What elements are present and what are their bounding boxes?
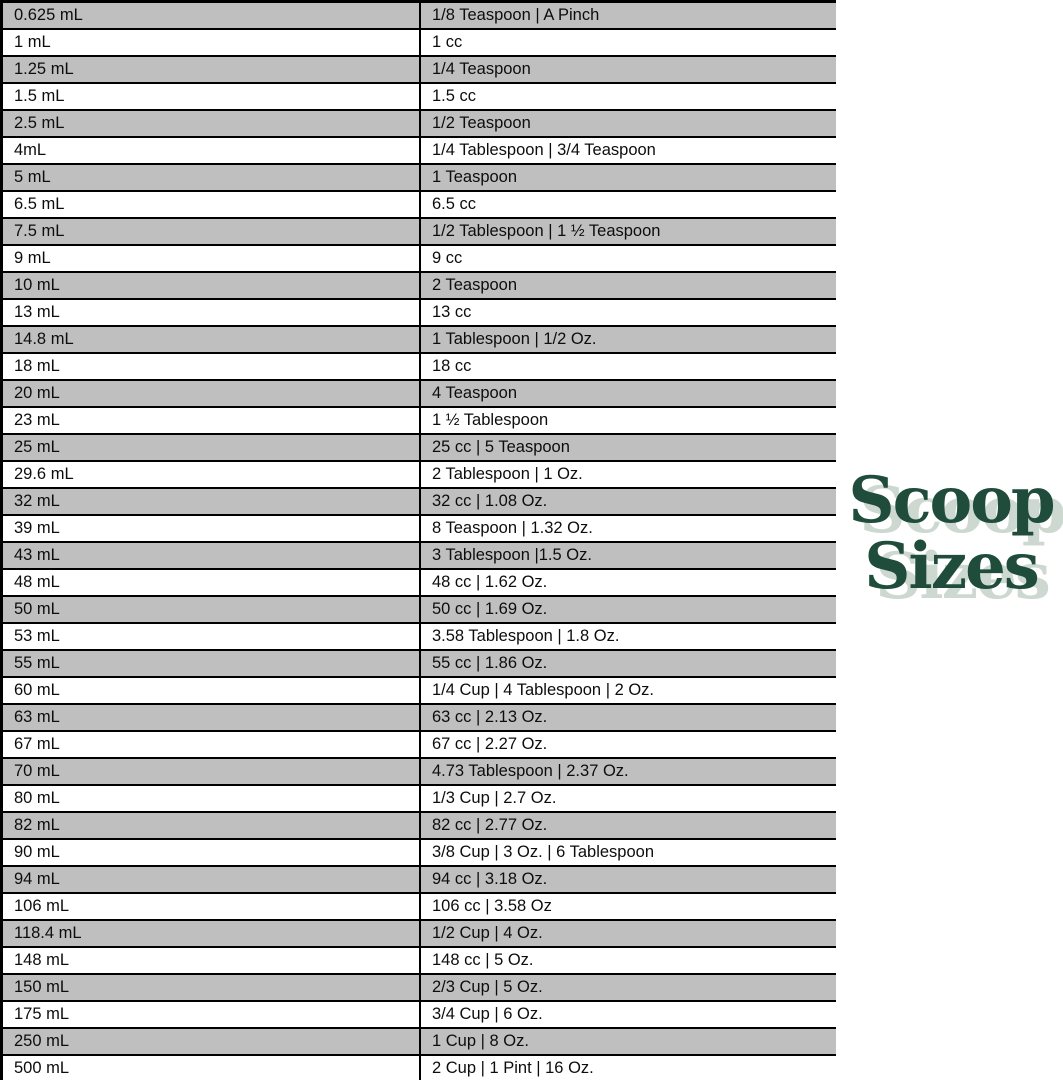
table-row xyxy=(3,786,836,813)
cell-us-equivalent: 1/3 Cup | 2.7 Oz. xyxy=(432,789,557,807)
cell-metric-ml: 39 mL xyxy=(3,516,421,541)
cell-us-equivalent: 32 cc | 1.08 Oz. xyxy=(432,492,548,510)
table-row xyxy=(3,165,836,192)
cell-metric-ml: 70 mL xyxy=(3,759,421,784)
table-row xyxy=(3,381,836,408)
table-row xyxy=(3,678,836,705)
cell-metric-ml: 106 mL xyxy=(3,894,421,919)
table-row xyxy=(3,651,836,678)
cell-metric-ml: 0.625 mL xyxy=(3,3,421,28)
cell-metric-ml: 13 mL xyxy=(3,300,421,325)
table-row xyxy=(3,543,836,570)
table-row xyxy=(3,3,836,30)
cell-metric-ml: 20 mL xyxy=(3,381,421,406)
cell-us-equivalent: 3.58 Tablespoon | 1.8 Oz. xyxy=(432,627,620,645)
cell-us-equivalent: 1 cc xyxy=(432,33,463,51)
table-row xyxy=(3,354,836,381)
cell-metric-ml: 82 mL xyxy=(3,813,421,838)
cell-metric-ml: 60 mL xyxy=(3,678,421,703)
table-row xyxy=(3,138,836,165)
cell-metric-ml: 118.4 mL xyxy=(3,921,421,946)
cell-metric-ml: 25 mL xyxy=(3,435,421,460)
cell-us-equivalent: 2/3 Cup | 5 Oz. xyxy=(432,978,543,996)
cell-us-equivalent: 8 Teaspoon | 1.32 Oz. xyxy=(432,519,593,537)
table-row xyxy=(3,327,836,354)
table-row xyxy=(3,435,836,462)
cell-us-equivalent: 148 cc | 5 Oz. xyxy=(432,951,534,969)
scoop-sizes-logo xyxy=(838,463,1063,604)
cell-us-equivalent: 50 cc | 1.69 Oz. xyxy=(432,600,548,618)
cell-us-equivalent: 55 cc | 1.86 Oz. xyxy=(432,654,548,672)
cell-us-equivalent: 1/2 Tablespoon | 1 ½ Teaspoon xyxy=(432,222,661,240)
cell-us-equivalent: 1/2 Cup | 4 Oz. xyxy=(432,924,543,942)
cell-us-equivalent: 3/4 Cup | 6 Oz. xyxy=(432,1005,543,1023)
cell-us-equivalent: 67 cc | 2.27 Oz. xyxy=(432,735,548,753)
cell-us-equivalent: 13 cc xyxy=(432,303,472,321)
cell-metric-ml: 14.8 mL xyxy=(3,327,421,352)
cell-metric-ml: 80 mL xyxy=(3,786,421,811)
cell-us-equivalent: 25 cc | 5 Teaspoon xyxy=(432,438,570,456)
cell-metric-ml: 63 mL xyxy=(3,705,421,730)
cell-metric-ml: 148 mL xyxy=(3,948,421,973)
cell-metric-ml: 2.5 mL xyxy=(3,111,421,136)
cell-metric-ml: 4mL xyxy=(3,138,421,163)
cell-us-equivalent: 94 cc | 3.18 Oz. xyxy=(432,870,548,888)
cell-us-equivalent: 3/8 Cup | 3 Oz. | 6 Tablespoon xyxy=(432,843,654,861)
table-row xyxy=(3,516,836,543)
table-row xyxy=(3,921,836,948)
table-row xyxy=(3,489,836,516)
cell-us-equivalent: 82 cc | 2.77 Oz. xyxy=(432,816,548,834)
table-row xyxy=(3,111,836,138)
cell-metric-ml: 18 mL xyxy=(3,354,421,379)
cell-us-equivalent: 2 Teaspoon xyxy=(432,276,518,294)
table-row xyxy=(3,246,836,273)
cell-metric-ml: 250 mL xyxy=(3,1029,421,1054)
cell-us-equivalent: 1/4 Cup | 4 Tablespoon | 2 Oz. xyxy=(432,681,654,699)
cell-us-equivalent: 18 cc xyxy=(432,357,472,375)
cell-us-equivalent: 63 cc | 2.13 Oz. xyxy=(432,708,548,726)
table-row xyxy=(3,84,836,111)
cell-metric-ml: 175 mL xyxy=(3,1002,421,1027)
cell-us-equivalent: 1/4 Tablespoon | 3/4 Teaspoon xyxy=(432,141,656,159)
table-row xyxy=(3,570,836,597)
table-row xyxy=(3,192,836,219)
cell-us-equivalent: 4 Teaspoon xyxy=(432,384,518,402)
cell-metric-ml: 1.25 mL xyxy=(3,57,421,82)
table-row xyxy=(3,30,836,57)
table-row xyxy=(3,975,836,1002)
cell-us-equivalent: 1 Tablespoon | 1/2 Oz. xyxy=(432,330,597,348)
table-row xyxy=(3,219,836,246)
cell-us-equivalent: 48 cc | 1.62 Oz. xyxy=(432,573,548,591)
cell-us-equivalent: 1/8 Teaspoon | A Pinch xyxy=(432,6,600,24)
cell-us-equivalent: 1 Cup | 8 Oz. xyxy=(432,1032,529,1050)
cell-metric-ml: 500 mL xyxy=(3,1056,421,1080)
table-row xyxy=(3,408,836,435)
cell-metric-ml: 7.5 mL xyxy=(3,219,421,244)
cell-us-equivalent: 1/2 Teaspoon xyxy=(432,114,531,132)
cell-metric-ml: 1.5 mL xyxy=(3,84,421,109)
cell-us-equivalent: 2 Cup | 1 Pint | 16 Oz. xyxy=(432,1059,594,1077)
table-row xyxy=(3,300,836,327)
table-row xyxy=(3,597,836,624)
cell-metric-ml: 29.6 mL xyxy=(3,462,421,487)
table-row xyxy=(3,273,836,300)
cell-us-equivalent: 3 Tablespoon |1.5 Oz. xyxy=(432,546,592,564)
logo-line-1: Scoop xyxy=(848,463,1054,538)
cell-metric-ml: 5 mL xyxy=(3,165,421,190)
cell-metric-ml: 6.5 mL xyxy=(3,192,421,217)
cell-metric-ml: 9 mL xyxy=(3,246,421,271)
cell-metric-ml: 53 mL xyxy=(3,624,421,649)
cell-metric-ml: 94 mL xyxy=(3,867,421,892)
table-row xyxy=(3,759,836,786)
table-row xyxy=(3,948,836,975)
cell-metric-ml: 23 mL xyxy=(3,408,421,433)
cell-us-equivalent: 6.5 cc xyxy=(432,195,477,213)
cell-metric-ml: 150 mL xyxy=(3,975,421,1000)
table-row xyxy=(3,624,836,651)
cell-us-equivalent: 1 Teaspoon xyxy=(432,168,518,186)
cell-us-equivalent: 1/4 Teaspoon xyxy=(432,60,531,78)
cell-metric-ml: 1 mL xyxy=(3,30,421,55)
cell-metric-ml: 48 mL xyxy=(3,570,421,595)
table-row xyxy=(3,840,836,867)
cell-metric-ml: 67 mL xyxy=(3,732,421,757)
table-row xyxy=(3,1002,836,1029)
table-row xyxy=(3,867,836,894)
cell-us-equivalent: 9 cc xyxy=(432,249,463,267)
cell-us-equivalent: 4.73 Tablespoon | 2.37 Oz. xyxy=(432,762,629,780)
table-row xyxy=(3,1056,836,1080)
table-row xyxy=(3,894,836,921)
table-row xyxy=(3,813,836,840)
cell-metric-ml: 90 mL xyxy=(3,840,421,865)
table-row xyxy=(3,705,836,732)
cell-us-equivalent: 1 ½ Tablespoon xyxy=(432,411,549,429)
cell-metric-ml: 50 mL xyxy=(3,597,421,622)
cell-us-equivalent: 1.5 cc xyxy=(432,87,477,105)
cell-us-equivalent: 2 Tablespoon | 1 Oz. xyxy=(432,465,583,483)
cell-metric-ml: 55 mL xyxy=(3,651,421,676)
logo-line-2: Sizes xyxy=(864,529,1038,604)
table-row xyxy=(3,1029,836,1056)
cell-metric-ml: 10 mL xyxy=(3,273,421,298)
cell-metric-ml: 32 mL xyxy=(3,489,421,514)
cell-us-equivalent: 106 cc | 3.58 Oz xyxy=(432,897,552,915)
table-row xyxy=(3,732,836,759)
cell-metric-ml: 43 mL xyxy=(3,543,421,568)
table-row xyxy=(3,57,836,84)
table-row xyxy=(3,462,836,489)
